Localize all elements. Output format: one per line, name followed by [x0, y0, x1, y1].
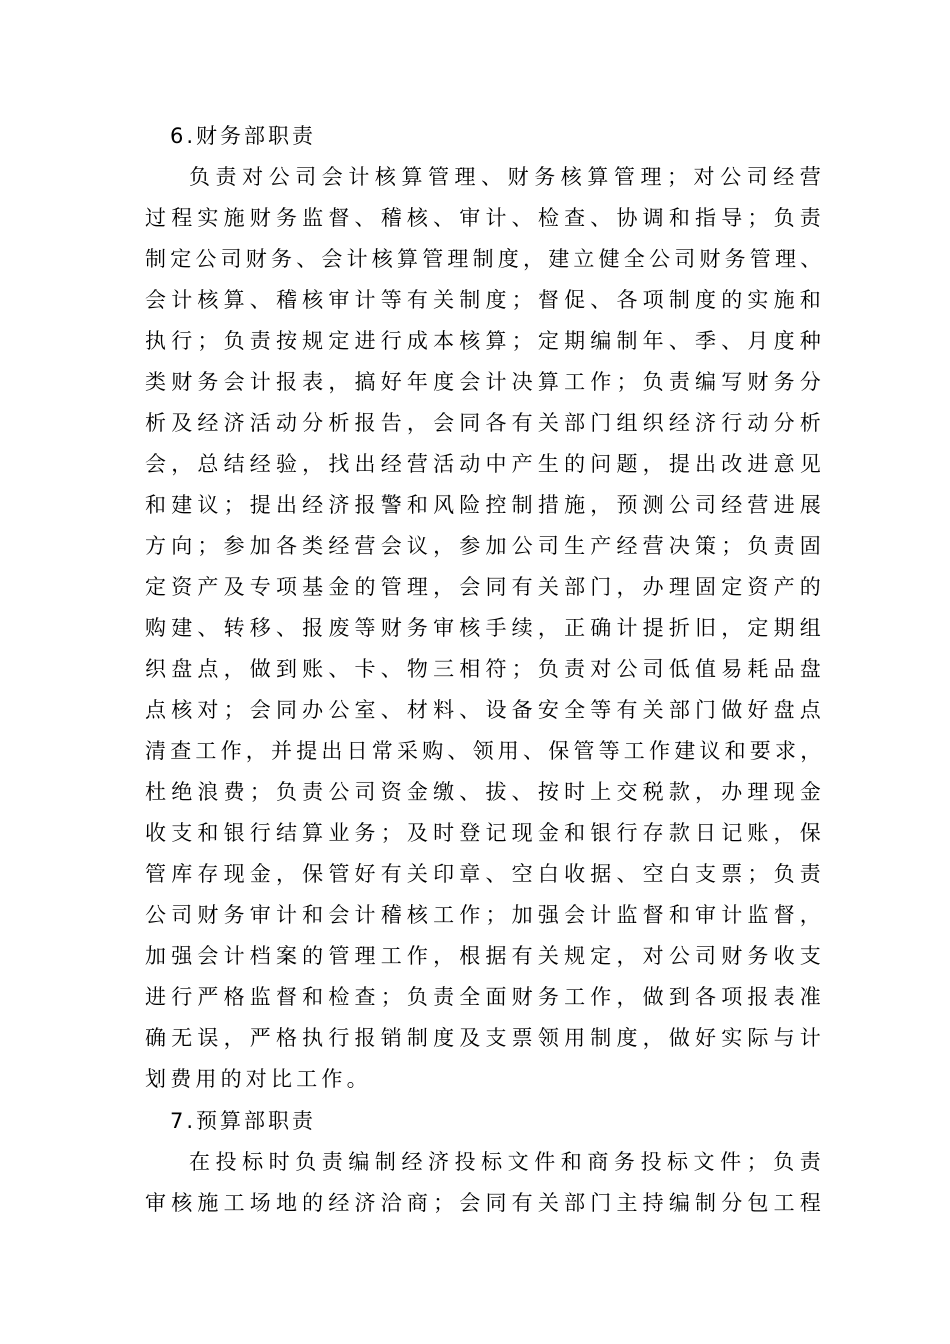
paragraph-line: 收支和银行结算业务；及时登记现金和银行存款日记账，保 — [145, 821, 825, 845]
paragraph-line: 类财务会计报表，搞好年度会计决算工作；负责编写财务分 — [145, 370, 825, 394]
paragraph-line: 点核对；会同办公室、材料、设备安全等有关部门做好盘点 — [145, 698, 825, 722]
paragraph-line: 加强会计档案的管理工作，根据有关规定，对公司财务收支 — [145, 944, 825, 968]
paragraph-line: 过程实施财务监督、稽核、审计、检查、协调和指导；负责 — [145, 206, 825, 230]
paragraph-line: 定资产及专项基金的管理，会同有关部门，办理固定资产的 — [145, 575, 825, 599]
paragraph-line: 方向；参加各类经营会议，参加公司生产经营决策；负责固 — [145, 534, 825, 558]
paragraph-line: 购建、转移、报废等财务审核手续，正确计提折旧，定期组 — [145, 616, 825, 640]
paragraph-line: 审核施工场地的经济洽商；会同有关部门主持编制分包工程 — [145, 1191, 825, 1215]
paragraph-line: 进行严格监督和检查；负责全面财务工作，做到各项报表准 — [145, 985, 825, 1009]
paragraph-line: 会计核算、稽核审计等有关制度；督促、各项制度的实施和 — [145, 288, 825, 312]
paragraph-line: 执行；负责按规定进行成本核算；定期编制年、季、月度种 — [145, 329, 825, 353]
paragraph-line: 公司财务审计和会计稽核工作；加强会计监督和审计监督， — [145, 903, 825, 927]
section-heading-finance: 6.财务部职责 — [170, 124, 317, 148]
section-heading-budget: 7.预算部职责 — [170, 1109, 317, 1133]
paragraph-line: 织盘点，做到账、卡、物三相符；负责对公司低值易耗品盘 — [145, 657, 825, 681]
paragraph-line: 会，总结经验，找出经营活动中产生的问题，提出改进意见 — [145, 452, 825, 476]
paragraph-line: 管库存现金，保管好有关印章、空白收据、空白支票；负责 — [145, 862, 825, 886]
paragraph-line: 确无误，严格执行报销制度及支票领用制度，做好实际与计 — [145, 1026, 825, 1050]
paragraph-line: 析及经济活动分析报告，会同各有关部门组织经济行动分析 — [145, 411, 825, 435]
paragraph-line: 杜绝浪费；负责公司资金缴、拔、按时上交税款，办理现金 — [145, 780, 825, 804]
paragraph-line: 制定公司财务、会计核算管理制度，建立健全公司财务管理、 — [145, 247, 825, 271]
paragraph-line: 和建议；提出经济报警和风险控制措施，预测公司经营进展 — [145, 493, 825, 517]
paragraph-line: 划费用的对比工作。 — [145, 1067, 372, 1091]
paragraph-line: 清查工作，并提出日常采购、领用、保管等工作建议和要求， — [145, 739, 825, 763]
paragraph-line: 负责对公司会计核算管理、财务核算管理；对公司经营 — [189, 165, 825, 189]
paragraph-line: 在投标时负责编制经济投标文件和商务投标文件；负责 — [189, 1150, 825, 1174]
